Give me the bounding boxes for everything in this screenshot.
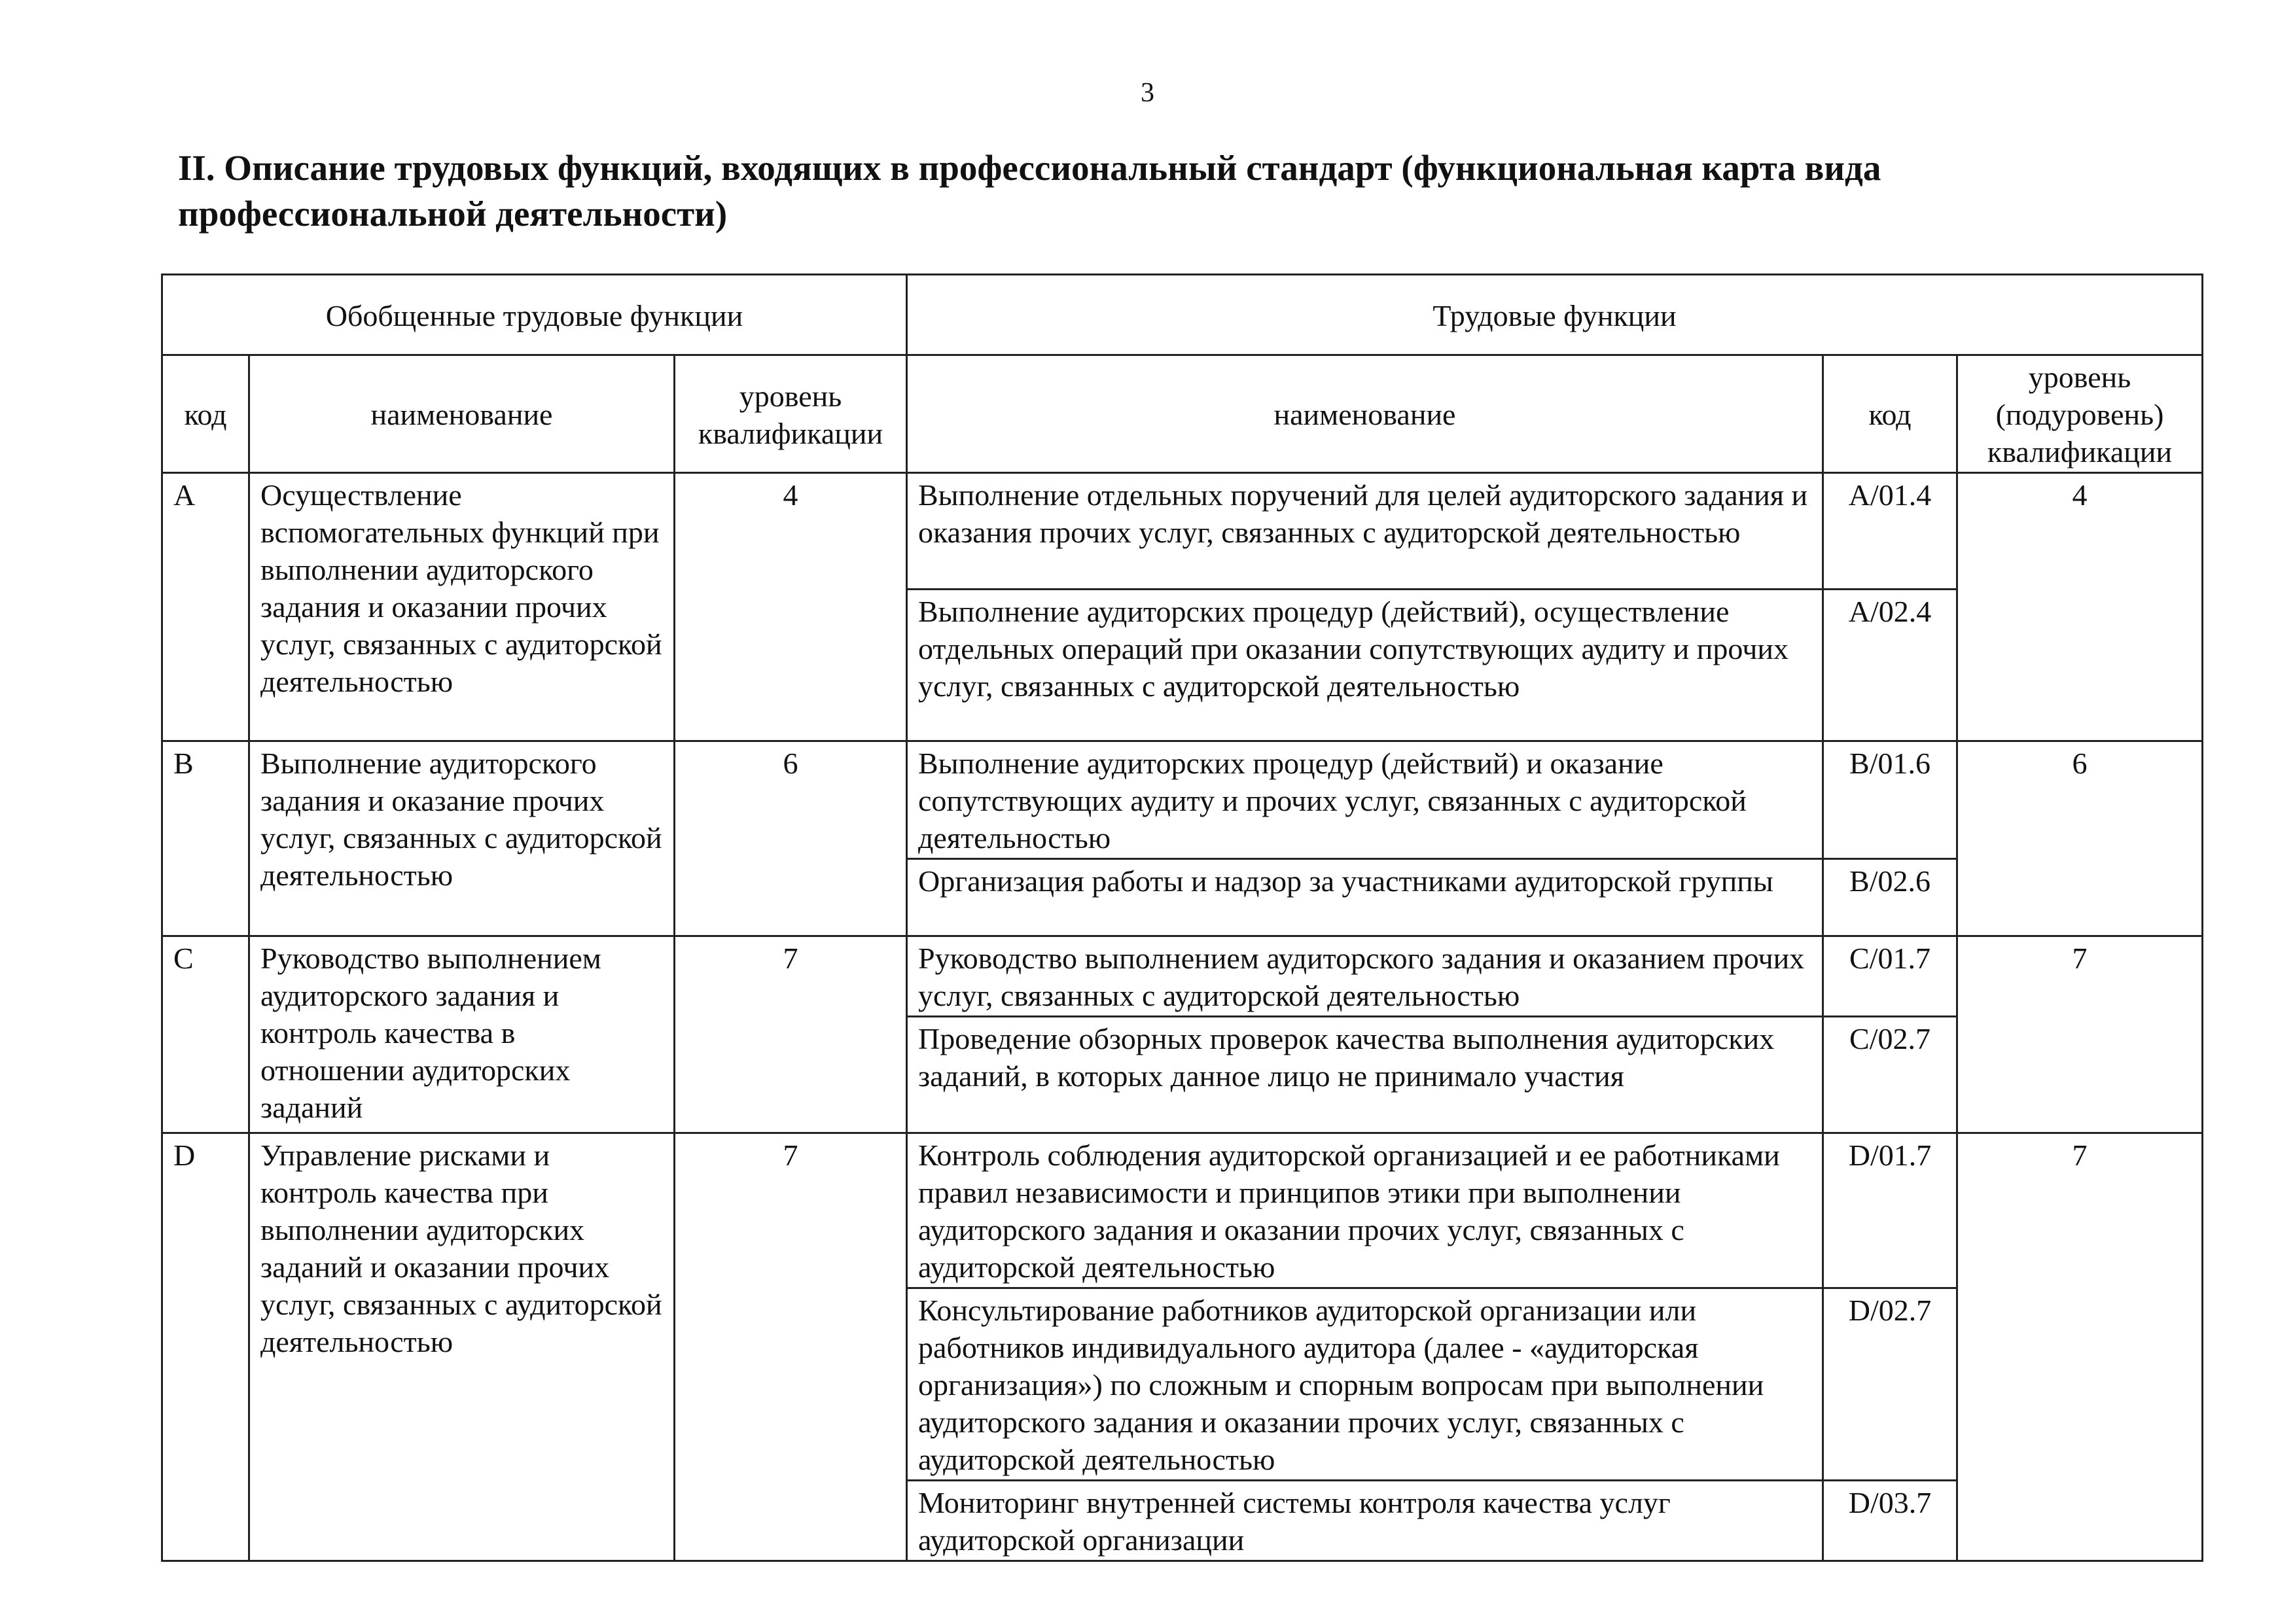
function-code: D/03.7 xyxy=(1823,1481,1957,1561)
group-code: A xyxy=(162,473,249,741)
function-name: Выполнение отдельных поручений для целей аудиторского задания и оказания прочих услуг, связанных с аудиторской деятельностью xyxy=(907,473,1823,590)
function-code: D/02.7 xyxy=(1823,1288,1957,1481)
function-name: Выполнение аудиторских процедур (действий), осуществление отдельных операций при оказании сопутствующих аудиту и прочих услуг, связанных с аудиторской деятельностью xyxy=(907,590,1823,741)
header-group-name: наименование xyxy=(249,355,675,473)
function-name: Консультирование работников аудиторской организации или работников индивидуального аудитора (далее - «аудиторская организация») по сложным и спорным вопросам при выполнении аудиторского задания и оказании прочих услуг, связанных с аудиторской деятельностью xyxy=(907,1288,1823,1481)
header-group-code: код xyxy=(162,355,249,473)
section-title: II. Описание трудовых функций, входящих в профессиональный стандарт (функциональная карта вида профессиональной деятельности) xyxy=(178,148,1881,234)
function-code: A/02.4 xyxy=(1823,590,1957,741)
function-name: Руководство выполнением аудиторского задания и оказанием прочих услуг, связанных с аудиторской деятельностью xyxy=(907,936,1823,1017)
group-name: Управление рисками и контроль качества при выполнении аудиторских заданий и оказании прочих услуг, связанных с аудиторской деятельностью xyxy=(249,1133,675,1561)
group-code: C xyxy=(162,936,249,1133)
header-group-level: уровень квалификации xyxy=(675,355,907,473)
header-function-name: наименование xyxy=(907,355,1823,473)
group-level: 7 xyxy=(675,936,907,1133)
header-generalized-functions: Обобщенные трудовые функции xyxy=(162,275,907,355)
function-code: B/02.6 xyxy=(1823,859,1957,936)
function-level: 7 xyxy=(1957,1133,2203,1561)
table-row xyxy=(162,473,2203,590)
table-row xyxy=(162,741,2203,859)
function-name: Мониторинг внутренней системы контроля качества услуг аудиторской организации xyxy=(907,1481,1823,1561)
group-name: Выполнение аудиторского задания и оказание прочих услуг, связанных с аудиторской деятельностью xyxy=(249,741,675,936)
group-level: 6 xyxy=(675,741,907,936)
function-code: C/02.7 xyxy=(1823,1017,1957,1133)
function-level: 6 xyxy=(1957,741,2203,936)
table-row xyxy=(162,936,2203,1017)
group-level: 4 xyxy=(675,473,907,741)
function-name: Выполнение аудиторских процедур (действий) и оказание сопутствующих аудиту и прочих услуг, связанных с аудиторской деятельностью xyxy=(907,741,1823,859)
group-code: D xyxy=(162,1133,249,1561)
table-row xyxy=(162,1133,2203,1288)
header-function-level: уровень (подуровень) квалификации xyxy=(1957,355,2203,473)
function-code: A/01.4 xyxy=(1823,473,1957,590)
function-level: 4 xyxy=(1957,473,2203,741)
header-labor-functions: Трудовые функции xyxy=(907,275,2203,355)
function-level: 7 xyxy=(1957,936,2203,1133)
function-code: B/01.6 xyxy=(1823,741,1957,859)
function-name: Контроль соблюдения аудиторской организацией и ее работниками правил независимости и принципов этики при выполнении аудиторского задания и оказании прочих услуг, связанных с аудиторской деятельностью xyxy=(907,1133,1823,1288)
header-function-code: код xyxy=(1823,355,1957,473)
page-number: 3 xyxy=(1141,78,1154,108)
group-level: 7 xyxy=(675,1133,907,1561)
group-code: B xyxy=(162,741,249,936)
function-code: D/01.7 xyxy=(1823,1133,1957,1288)
function-code: C/01.7 xyxy=(1823,936,1957,1017)
functional-map-table xyxy=(161,274,2203,1562)
group-name: Осуществление вспомогательных функций при выполнении аудиторского задания и оказании прочих услуг, связанных с аудиторской деятельностью xyxy=(249,473,675,741)
group-name: Руководство выполнением аудиторского задания и контроль качества в отношении аудиторских заданий xyxy=(249,936,675,1133)
function-name: Организация работы и надзор за участниками аудиторской группы xyxy=(907,859,1823,936)
function-name: Проведение обзорных проверок качества выполнения аудиторских заданий, в которых данное лицо не принимало участия xyxy=(907,1017,1823,1133)
